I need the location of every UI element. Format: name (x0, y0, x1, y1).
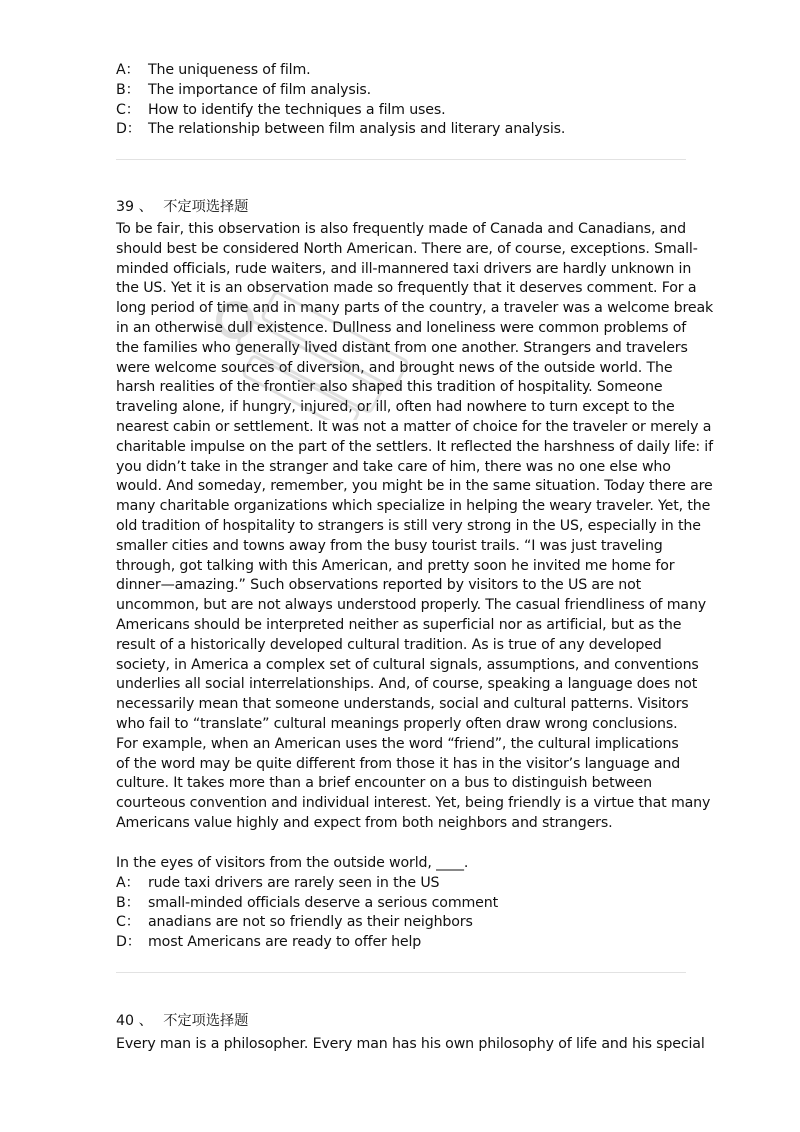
passage-line: many charitable organizations which specialize in helping the weary traveler. Yet, the (116, 498, 711, 515)
passage-line: courteous convention and individual interest. Yet, being friendly is a virtue that many (116, 795, 711, 812)
passage-line: through, got talking with this American, and pretty soon he invited me home for (116, 557, 675, 574)
q39-option-a[interactable] (116, 874, 498, 894)
passage-line: of the word may be quite different from those it has in the visitor’s language and (116, 755, 681, 772)
question-type: 不定项选择题 (163, 1013, 249, 1029)
question-stem: In the eyes of visitors from the outside world, ____. (116, 855, 469, 871)
passage-line: old tradition of hospitality to strangers is still very strong in the US, especially in the (116, 517, 701, 534)
option-letter: B： (116, 81, 140, 98)
q40-header (116, 1011, 248, 1031)
passage-line: necessarily mean that someone understands, social and cultural patterns. Visitors (116, 696, 689, 713)
q39-question (116, 854, 498, 953)
section-divider (116, 159, 686, 160)
passage-line: minded officials, rude waiters, and ill-mannered taxi drivers are hardly unknown in (116, 260, 692, 277)
q39-passage (116, 220, 713, 834)
passage-line: society, in America a complex set of cultural signals, assumptions, and conventions (116, 656, 699, 673)
section-divider (116, 972, 686, 973)
passage-line: the families who generally lived distant from one another. Strangers and travelers (116, 339, 688, 356)
q38-option-a[interactable] (116, 61, 565, 81)
passage-line: To be fair, this observation is also frequently made of Canada and Canadians, and (116, 221, 686, 237)
option-text: anadians are not so friendly as their neighbors (148, 914, 473, 931)
question-number: 40 、 (116, 1013, 153, 1029)
q40-passage (116, 1035, 705, 1055)
passage-line: traveling alone, if hungry, injured, or ill, often had nowhere to turn except to the (116, 399, 675, 416)
q38-option-b[interactable] (116, 81, 565, 101)
passage-line: underlies all social interrelationships. And, of course, speaking a language does not (116, 676, 698, 693)
option-letter: D： (116, 121, 141, 138)
passage-line: smaller cities and towns away from the busy tourist trails. “I was just traveling (116, 537, 663, 554)
option-text: The importance of film analysis. (148, 81, 372, 98)
passage-line: result of a historically developed cultural tradition. As is true of any developed (116, 636, 662, 653)
question-type: 不定项选择题 (163, 199, 249, 215)
option-letter: C： (116, 101, 140, 118)
q39-option-d[interactable] (116, 933, 498, 953)
passage-line: dinner—amazing.” Such observations reported by visitors to the US are not (116, 577, 642, 594)
option-text: The relationship between film analysis and literary analysis. (148, 121, 566, 138)
q38-option-d[interactable] (116, 120, 565, 140)
passage-line: uncommon, but are not always understood properly. The casual friendliness of many (116, 597, 707, 614)
option-letter: B： (116, 894, 140, 911)
option-text: most Americans are ready to offer help (148, 934, 422, 951)
passage-line: culture. It takes more than a brief encounter on a bus to distinguish between (116, 775, 652, 792)
passage-line: who fail to “translate” cultural meanings properly often draw wrong conclusions. (116, 715, 678, 732)
option-letter: D： (116, 934, 141, 951)
passage-line: were welcome sources of diversion, and brought news of the outside world. The (116, 359, 673, 376)
passage-line: should best be considered North American. There are, of course, exceptions. Small- (116, 240, 698, 257)
passage-line: you didn’t take in the stranger and take care of him, there was no one else who (116, 458, 671, 475)
q38-option-c[interactable] (116, 101, 565, 121)
passage-line: charitable impulse on the part of the settlers. It reflected the harshness of daily life: if (116, 438, 713, 455)
option-text: rude taxi drivers are rarely seen in the US (148, 874, 440, 891)
passage-line: Americans value highly and expect from both neighbors and strangers. (116, 814, 613, 831)
option-text: The uniqueness of film. (148, 62, 311, 78)
passage-line: nearest cabin or settlement. It was not a matter of choice for the traveler or merely a (116, 418, 712, 435)
q39-option-c[interactable] (116, 913, 498, 933)
q38-options (116, 61, 565, 140)
option-letter: A： (116, 62, 140, 78)
passage-line: Americans should be interpreted neither as superficial nor as artificial, but as the (116, 616, 682, 633)
passage-line: Every man is a philosopher. Every man has his own philosophy of life and his special (116, 1036, 705, 1052)
option-text: How to identify the techniques a film uses. (148, 101, 446, 118)
passage-line: For example, when an American uses the word “friend”, the cultural implications (116, 735, 679, 752)
passage-line: harsh realities of the frontier also shaped this tradition of hospitality. Someone (116, 379, 663, 396)
passage-line: would. And someday, remember, you might be in the same situation. Today there are (116, 478, 713, 495)
q39-option-b[interactable] (116, 894, 498, 914)
q39-header (116, 197, 248, 217)
passage-line: the US. Yet it is an observation made so frequently that it deserves comment. For a (116, 280, 697, 297)
option-letter: A： (116, 874, 140, 891)
option-text: small-minded officials deserve a serious comment (148, 894, 499, 911)
passage-line: in an otherwise dull existence. Dullness and loneliness were common problems of (116, 319, 687, 336)
option-letter: C： (116, 914, 140, 931)
passage-line: long period of time and in many parts of the country, a traveler was a welcome break (116, 300, 714, 317)
question-number: 39 、 (116, 199, 153, 215)
